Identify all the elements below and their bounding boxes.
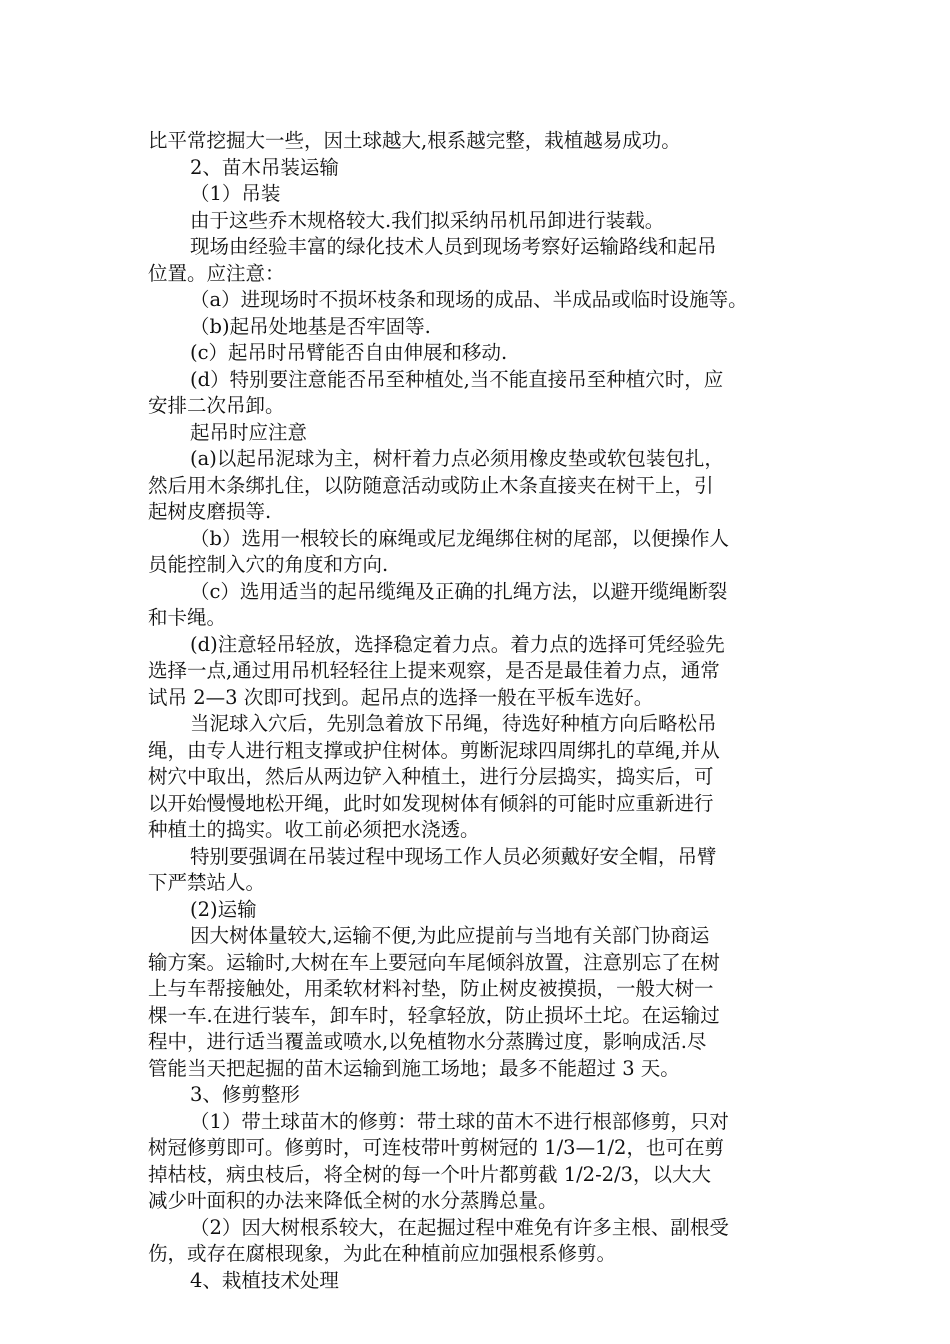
- list-item: 掉枯枝，病虫枝后，将全树的每一个叶片都剪截 1/2-2/3，以大大: [148, 1163, 712, 1186]
- list-item: 和卡绳。: [148, 606, 227, 629]
- paragraph-line: 起吊时应注意: [190, 421, 308, 444]
- list-item: 选择一点,通过用吊机轻轻往上提来观察，是否是最佳着力点，通常: [148, 659, 720, 682]
- list-item: 减少叶面积的办法来降低全树的水分蒸腾总量。: [148, 1189, 558, 1212]
- paragraph-line: 上与车帮接触处，用柔软材料衬垫，防止树皮被摸损，一般大树一: [148, 977, 714, 1000]
- list-item: 树冠修剪即可。修剪时，可连枝带叶剪树冠的 1/3—1/2，也可在剪: [148, 1136, 724, 1159]
- list-item: （a）进现场时不损坏枝条和现场的成品、半成品或临时设施等。: [190, 288, 748, 311]
- paragraph-line: 管能当天把起掘的苗木运输到施工场地；最多不能超过 3 天。: [148, 1057, 680, 1080]
- section-heading: 3、修剪整形: [190, 1083, 300, 1106]
- list-item: (d)注意轻吊轻放，选择稳定着力点。着力点的选择可凭经验先: [190, 633, 725, 656]
- list-item: （2）因大树根系较大，在起掘过程中难免有许多主根、副根受: [190, 1216, 729, 1239]
- section-heading: 4、栽植技术处理: [190, 1269, 339, 1292]
- list-item: （c）选用适当的起吊缆绳及正确的扎绳方法，以避开缆绳断裂: [190, 580, 728, 603]
- paragraph-line: 树穴中取出，然后从两边铲入种植土，进行分层捣实，捣实后，可: [148, 765, 714, 788]
- paragraph-line: 下严禁站人。: [148, 871, 266, 894]
- list-item: 伤，或存在腐根现象，为此在种植前应加强根系修剪。: [148, 1242, 617, 1265]
- subsection-heading: （1）吊装: [190, 182, 281, 205]
- list-item: （1）带土球苗木的修剪：带土球的苗木不进行根部修剪，只对: [190, 1110, 729, 1133]
- subsection-heading: (2)运输: [190, 898, 257, 921]
- paragraph-line: 种植土的捣实。收工前必须把水浇透。: [148, 818, 480, 841]
- paragraph-line: 输方案。运输时,大树在车上要冠向车尾倾斜放置，注意别忘了在树: [148, 951, 720, 974]
- list-item: (d）特别要注意能否吊至种植处,当不能直接吊至种植穴时，应: [190, 368, 724, 391]
- list-item: 起树皮磨损等.: [148, 500, 272, 523]
- paragraph-line: 绳，由专人进行粗支撑或护住树体。剪断泥球四周绑扎的草绳,并从: [148, 739, 720, 762]
- paragraph-line: 棵一车.在进行装车，卸车时，轻拿轻放，防止损坏土坨。在运输过: [148, 1004, 720, 1027]
- paragraph-line: 以开始慢慢地松开绳，此时如发现树体有倾斜的可能时应重新进行: [148, 792, 714, 815]
- section-heading: 2、苗木吊装运输: [190, 156, 339, 179]
- list-item: (a)以起吊泥球为主，树杆着力点必须用橡皮垫或软包装包扎，: [190, 447, 724, 470]
- list-item: 然后用木条绑扎住，以防随意活动或防止木条直接夹在树干上，引: [148, 474, 714, 497]
- list-item: 安排二次吊卸。: [148, 394, 285, 417]
- list-item: 试吊 2—3 次即可找到。起吊点的选择一般在平板车选好。: [148, 686, 654, 709]
- paragraph-line: 特别要强调在吊装过程中现场工作人员必须戴好安全帽，吊臂: [190, 845, 717, 868]
- list-item: （b）选用一根较长的麻绳或尼龙绳绑住树的尾部，以便操作人: [190, 527, 729, 550]
- paragraph-line: 程中，进行适当覆盖或喷水,以免植物水分蒸腾过度，影响成活.尽: [148, 1030, 707, 1053]
- list-item: 员能控制入穴的角度和方向.: [148, 553, 389, 576]
- paragraph-line: 当泥球入穴后，先别急着放下吊绳，待选好种植方向后略松吊: [190, 712, 717, 735]
- list-item: （b)起吊处地基是否牢固等.: [190, 315, 431, 338]
- paragraph-line: 比平常挖掘大一些，因土球越大,根系越完整，栽植越易成功。: [148, 129, 681, 152]
- paragraph-line: 位置。应注意：: [148, 262, 285, 285]
- list-item: (c）起吊时吊臂能否自由伸展和移动.: [190, 341, 508, 364]
- paragraph-line: 因大树体量较大,运输不便,为此应提前与当地有关部门协商运: [190, 924, 710, 947]
- paragraph-line: 由于这些乔木规格较大.我们拟采纳吊机吊卸进行装载。: [190, 209, 665, 232]
- paragraph-line: 现场由经验丰富的绿化技术人员到现场考察好运输路线和起吊: [190, 235, 717, 258]
